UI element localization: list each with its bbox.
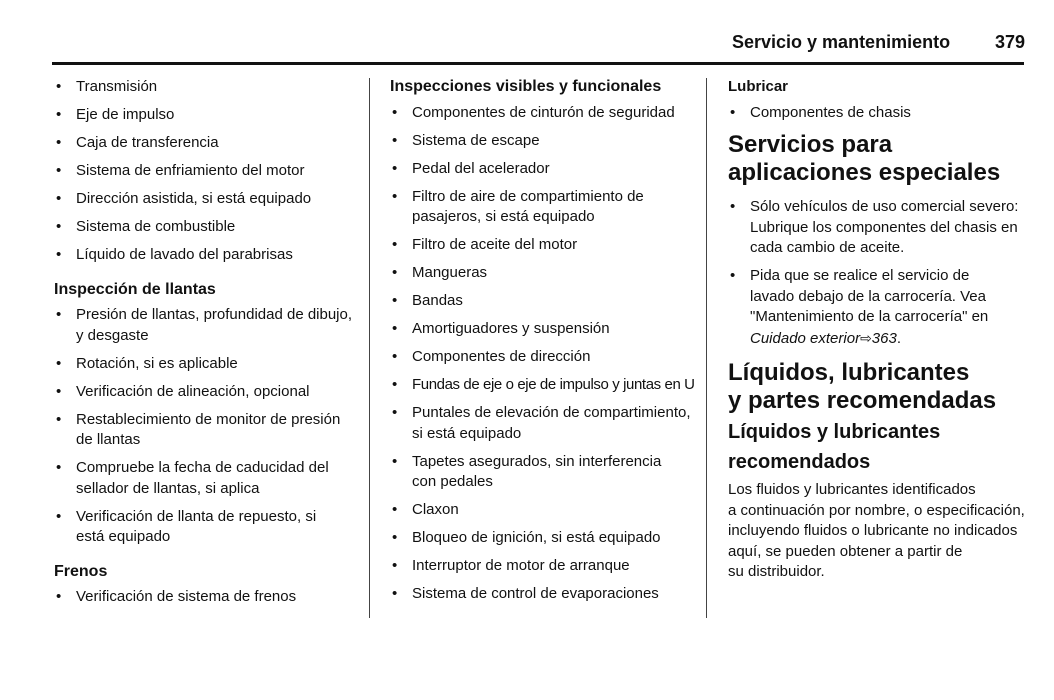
list-item: • Presión de llantas, profundidad de dibujo, y desgaste bbox=[54, 305, 359, 346]
list-item: • Componentes de chasis bbox=[728, 103, 1028, 124]
list-item: • Filtro de aire de compartimiento de pasajeros, si está equipado bbox=[390, 187, 700, 228]
list-item: • Componentes de cinturón de seguridad bbox=[390, 103, 700, 124]
list-item: • Bandas bbox=[390, 291, 700, 312]
section-heading-lube: Lubricar bbox=[728, 78, 789, 95]
list-item: • Pedal del acelerador bbox=[390, 159, 700, 180]
list-item: • Tapetes asegurados, sin interferencia con pedales bbox=[390, 452, 700, 493]
list-item: • Amortiguadores y suspensión bbox=[390, 319, 700, 340]
list-item: • Eje de impulso bbox=[54, 105, 359, 126]
list-special bbox=[728, 197, 1028, 349]
column-divider-1 bbox=[369, 78, 370, 618]
list-item: • Fundas de eje o eje de impulso y juntas en U bbox=[390, 375, 700, 396]
list-item: • Componentes de dirección bbox=[390, 347, 700, 368]
list-item: • Dirección asistida, si está equipado bbox=[54, 189, 359, 210]
page-number: 379 bbox=[995, 32, 1026, 52]
section-heading-inspections: Inspecciones visibles y funcionales bbox=[390, 78, 662, 95]
list-item: • Transmisión bbox=[54, 77, 359, 98]
cross-reference-page[interactable]: 363 bbox=[871, 329, 897, 347]
list-item: • Caja de transferencia bbox=[54, 133, 359, 154]
list-item: • Pida que se realice el servicio de lavado debajo de la carrocería. Vea "Mantenimiento de la carrocería" en Cuidado exterior⇨363. bbox=[728, 266, 1028, 349]
list-item: • Bloqueo de ignición, si está equipado bbox=[390, 528, 700, 549]
list-item: • Sólo vehículos de uso comercial severo: Lubrique los componentes del chasis en cada cambio de aceite. bbox=[728, 197, 1028, 259]
list-item: • Verificación de sistema de frenos bbox=[54, 587, 359, 608]
list-item: • Interruptor de motor de arranque bbox=[390, 556, 700, 577]
list-item: • Filtro de aceite del motor bbox=[390, 235, 700, 256]
list-item: • Sistema de escape bbox=[390, 131, 700, 152]
list-item: • Claxon bbox=[390, 500, 700, 521]
section-title-special: Servicios para aplicaciones especiales bbox=[728, 131, 1001, 186]
list-top bbox=[54, 77, 359, 266]
list-item: • Líquido de lavado del parabrisas bbox=[54, 245, 359, 266]
fluids-paragraph: Los fluidos y lubricantes identificados a continuación por nombre, o especificación, incluyendo fluidos o lubricante no indicados aquí, se pueden obtener a partir de su distribuidor. bbox=[728, 481, 1025, 580]
list-item: • Rotación, si es aplicable bbox=[54, 354, 359, 375]
header-rule bbox=[52, 62, 1024, 65]
section-title-fluids: Líquidos, lubricantes y partes recomendadas bbox=[728, 359, 997, 414]
list-item: • Restablecimiento de monitor de presión de llantas bbox=[54, 410, 359, 451]
column-1 bbox=[54, 77, 359, 615]
subsection-title-fluids: Líquidos y lubricantes recomendados bbox=[728, 421, 941, 473]
list-item: • Compruebe la fecha de caducidad del sellador de llantas, si aplica bbox=[54, 458, 359, 499]
list-item: • Mangueras bbox=[390, 263, 700, 284]
list-item: • Puntales de elevación de compartimiento, si está equipado bbox=[390, 403, 700, 444]
section-heading-tires: Inspección de llantas bbox=[54, 280, 216, 298]
list-item: • Sistema de enfriamiento del motor bbox=[54, 161, 359, 182]
list-item: • Verificación de alineación, opcional bbox=[54, 382, 359, 403]
list-item: • Sistema de combustible bbox=[54, 217, 359, 238]
list-item: • Sistema de control de evaporaciones bbox=[390, 584, 700, 605]
column-2 bbox=[390, 77, 700, 612]
section-heading-brakes: Frenos bbox=[54, 562, 108, 580]
column-3 bbox=[728, 77, 1028, 583]
list-tires bbox=[54, 305, 359, 548]
cross-reference-link[interactable]: Cuidado exterior bbox=[750, 329, 861, 347]
list-item: • Verificación de llanta de repuesto, si está equipado bbox=[54, 507, 359, 548]
column-divider-2 bbox=[706, 78, 707, 618]
running-header-title: Servicio y mantenimiento bbox=[732, 32, 951, 52]
arrow-right-icon: ⇨ bbox=[860, 329, 872, 346]
